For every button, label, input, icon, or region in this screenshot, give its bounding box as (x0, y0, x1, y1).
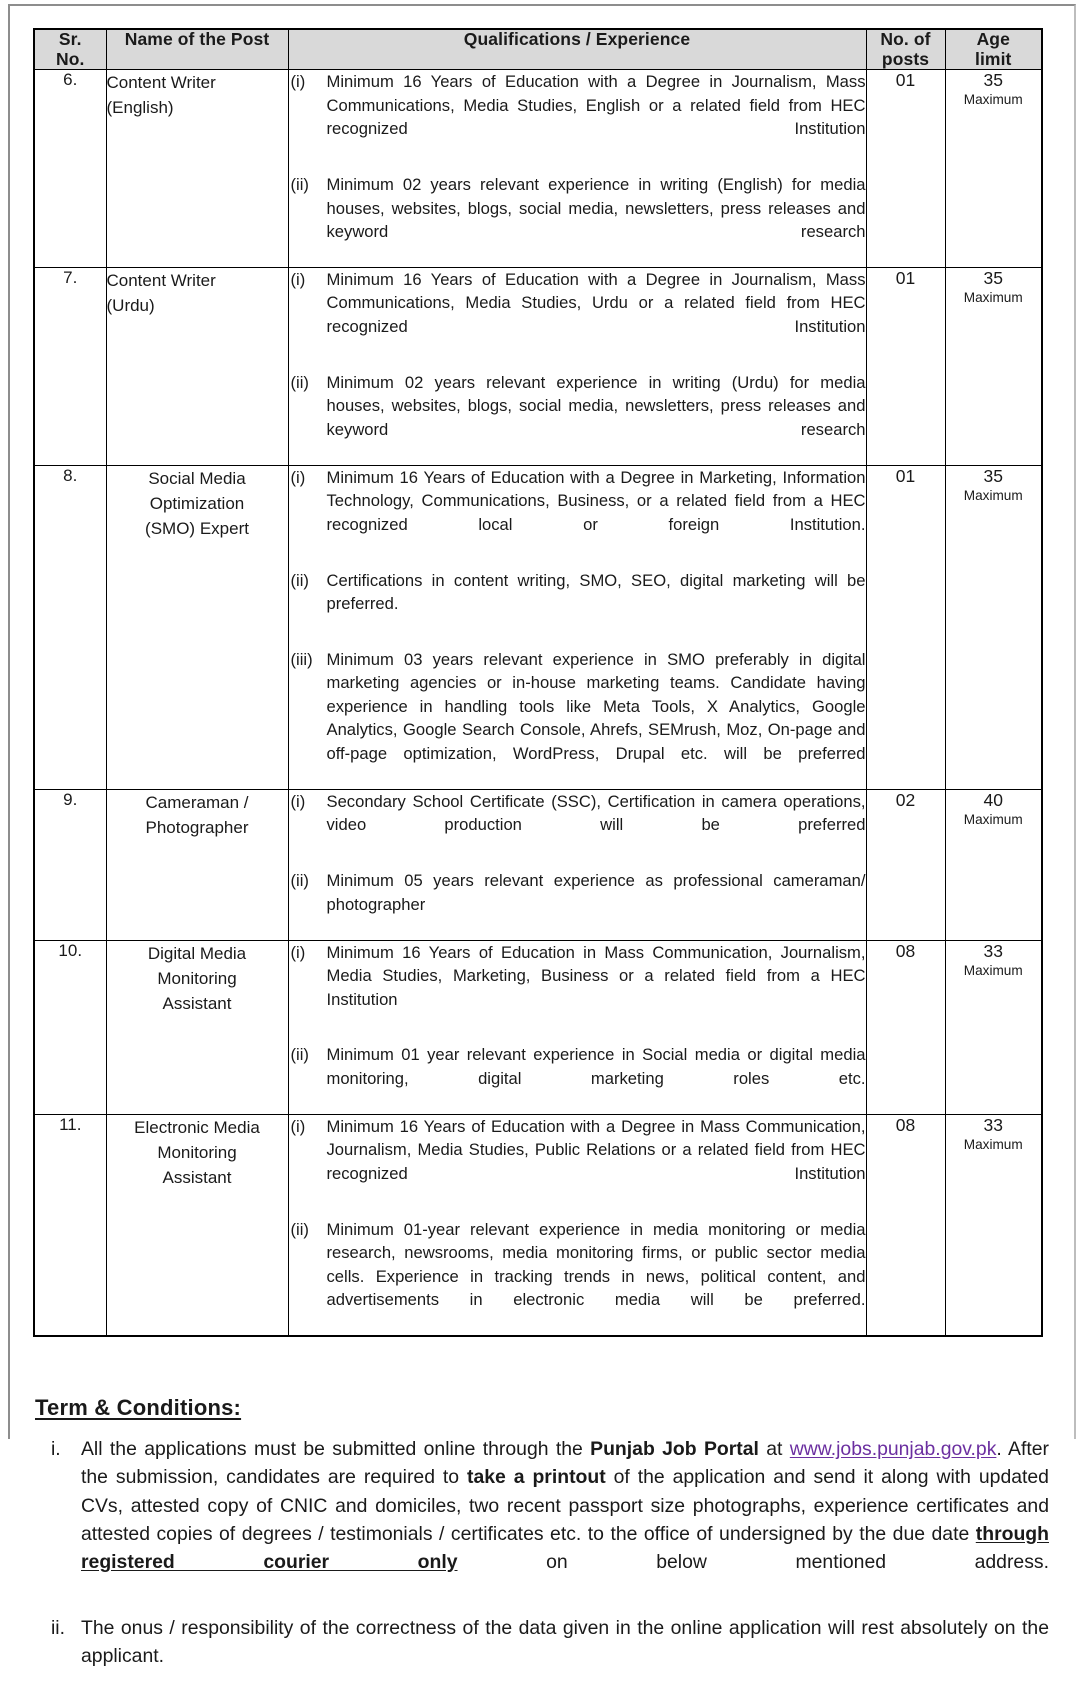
cell-age-limit (945, 267, 1042, 465)
age-limit-note: Maximum (946, 290, 1042, 305)
cell-no-of-posts: 01 (866, 465, 945, 789)
terms-emphasis: Punjab Job Portal (590, 1438, 759, 1460)
cell-post-name (106, 1114, 288, 1336)
terms-emphasis: take a printout (467, 1466, 606, 1488)
qualification-list (289, 941, 866, 1114)
column-header-sr-no (34, 29, 106, 70)
cell-age-limit (945, 1114, 1042, 1336)
qualification-item (289, 173, 866, 267)
qualification-text: Minimum 16 Years of Education with a Degree in Marketing, Information Technology, Communications, Business, or a related field from a HEC recognized local or foreign Institution. (327, 466, 866, 560)
cell-sr-no: 8. (34, 465, 106, 789)
qualification-item (289, 569, 866, 639)
age-limit-value: 35 (946, 268, 1042, 289)
post-name-line: (Urdu) (107, 296, 155, 315)
qualification-list (289, 790, 866, 940)
column-header-age-limit (945, 29, 1042, 70)
terms-item (33, 1614, 1049, 1698)
qualification-text: Minimum 01-year relevant experience in media monitoring or media research, newsrooms, media monitoring firms, or public sector media cells. Experience in tracking trends in news, political content, and advertisements in electronic media will be preferred. (327, 1218, 866, 1335)
post-name-line: Content Writer (107, 271, 216, 290)
cell-age-limit (945, 789, 1042, 940)
terms-text-segment: of the application and send it along with updated CVs, attested copy of CNIC and domiciles, two recent passport size photographs, experience certificates and attested copies of degrees / testimonials / certificates etc. to the office of undersigned by the due date (81, 1466, 1049, 1544)
terms-text-segment: at (759, 1438, 790, 1460)
terms-item-text (81, 1435, 1049, 1604)
post-name-line: Assistant (163, 1168, 232, 1187)
qualification-item (289, 268, 866, 362)
age-limit-note: Maximum (946, 963, 1042, 978)
cell-no-of-posts: 08 (866, 1114, 945, 1336)
qualification-marker: (i) (289, 790, 327, 860)
terms-text-segment: . After the submission, candidates are required to (81, 1438, 1049, 1488)
qualification-list (289, 70, 866, 267)
post-name-line: Electronic Media (134, 1118, 260, 1137)
post-name-line: Content Writer (107, 73, 216, 92)
terms-and-conditions-section (33, 1395, 1049, 1698)
qualification-text: Minimum 02 years relevant experience in writing (Urdu) for media houses, websites, blogs, social media, newsletters, press releases and keyword research (327, 371, 866, 465)
cell-post-name (106, 789, 288, 940)
qualification-text: Minimum 01 year relevant experience in Social media or digital media monitoring, digital marketing roles etc. (327, 1043, 866, 1113)
terms-item-marker: i. (33, 1435, 81, 1604)
qualification-text: Minimum 03 years relevant experience in SMO preferably in digital marketing agencies or in-house marketing teams. Candidate having experience in handling tools like Meta Tools, X Analytics, Google Analytics, Google Search Console, Ahrefs, SEMrush, Moz, On-page and off-page optimization, WordPress, Drupal etc. will be preferred (327, 648, 866, 789)
qualification-item (289, 790, 866, 860)
qualification-text: Minimum 16 Years of Education in Mass Communication, Journalism, Media Studies, Marketing, Business or a related field from a HEC Institution (327, 941, 866, 1035)
qualification-text: Minimum 16 Years of Education with a Degree in Journalism, Mass Communications, Media Studies, Urdu or a related field from HEC recognized Institution (327, 268, 866, 362)
age-limit-value: 40 (946, 790, 1042, 811)
cell-sr-no: 7. (34, 267, 106, 465)
qualification-item (289, 466, 866, 560)
age-limit-note: Maximum (946, 812, 1042, 827)
cell-qualifications (288, 267, 866, 465)
cell-post-name (106, 267, 288, 465)
qualification-text: Minimum 05 years relevant experience as professional cameraman/ photographer (327, 869, 866, 939)
table-row (34, 789, 1042, 940)
terms-item-text (81, 1614, 1049, 1698)
post-name-line: (English) (107, 98, 174, 117)
qualification-text: Minimum 16 Years of Education with a Degree in Journalism, Mass Communications, Media Studies, English or a related field from HEC recognized Institution (327, 70, 866, 164)
cell-no-of-posts: 02 (866, 789, 945, 940)
column-header-name-of-post: Name of the Post (106, 29, 288, 70)
qualification-marker: (ii) (289, 1218, 327, 1335)
age-limit-note: Maximum (946, 92, 1042, 107)
qualification-marker: (ii) (289, 569, 327, 639)
column-header-no-of-posts-line2: posts (882, 49, 929, 69)
cell-qualifications (288, 465, 866, 789)
qualification-text: Minimum 16 Years of Education with a Degree in Mass Communication, Journalism, Media Studies, Public Relations or a related field from HEC recognized Institution (327, 1115, 866, 1209)
qualification-marker: (ii) (289, 869, 327, 939)
cell-age-limit (945, 940, 1042, 1114)
qualification-text: Certifications in content writing, SMO, SEO, digital marketing will be preferred. (327, 569, 866, 639)
terms-title: Term & Conditions: (35, 1395, 1049, 1421)
post-name-line: Monitoring (157, 969, 236, 988)
cell-sr-no: 6. (34, 70, 106, 268)
post-name-line: Assistant (163, 994, 232, 1013)
qualification-marker: (ii) (289, 1043, 327, 1113)
cell-qualifications (288, 70, 866, 268)
qualification-item (289, 869, 866, 939)
qualification-marker: (ii) (289, 371, 327, 465)
cell-sr-no: 9. (34, 789, 106, 940)
column-header-no-of-posts (866, 29, 945, 70)
cell-qualifications (288, 940, 866, 1114)
qualification-text: Secondary School Certificate (SSC), Certification in camera operations, video production will be preferred (327, 790, 866, 860)
age-limit-value: 35 (946, 466, 1042, 487)
qualification-marker: (ii) (289, 173, 327, 267)
cell-sr-no: 10. (34, 940, 106, 1114)
cell-qualifications (288, 1114, 866, 1336)
terms-text-segment: on below mentioned address. (458, 1551, 1049, 1573)
post-name-line: Cameraman / (146, 793, 249, 812)
cell-sr-no: 11. (34, 1114, 106, 1336)
table-body (34, 70, 1042, 1336)
age-limit-value: 33 (946, 941, 1042, 962)
table-header (34, 29, 1042, 70)
cell-post-name (106, 70, 288, 268)
column-header-sr-no-line1: Sr. (59, 29, 82, 49)
table-row (34, 267, 1042, 465)
table-row (34, 70, 1042, 268)
table-row (34, 465, 1042, 789)
terms-list (33, 1435, 1049, 1698)
terms-item (33, 1435, 1049, 1604)
age-limit-value: 33 (946, 1115, 1042, 1136)
qualification-item (289, 1218, 866, 1335)
qualification-item (289, 1043, 866, 1113)
table-row (34, 940, 1042, 1114)
table-header-row (34, 29, 1042, 70)
post-name-line: Digital Media (148, 944, 246, 963)
age-limit-value: 35 (946, 70, 1042, 91)
terms-text-segment: The onus / responsibility of the correctness of the data given in the online application will rest absolutely on the applicant. (81, 1617, 1049, 1667)
qualification-text: Minimum 02 years relevant experience in writing (English) for media houses, websites, blogs, social media, newsletters, press releases and keyword research (327, 173, 866, 267)
age-limit-note: Maximum (946, 488, 1042, 503)
cell-no-of-posts: 01 (866, 70, 945, 268)
qualification-marker: (i) (289, 466, 327, 560)
table-row (34, 1114, 1042, 1336)
portal-url-link[interactable]: www.jobs.punjab.gov.pk (790, 1438, 997, 1460)
post-name-line: Social Media (148, 469, 245, 488)
jobs-table (33, 28, 1043, 1337)
qualification-item (289, 371, 866, 465)
column-header-age-limit-line1: Age (977, 29, 1010, 49)
qualification-marker: (i) (289, 1115, 327, 1209)
column-header-qualifications: Qualifications / Experience (288, 29, 866, 70)
post-name-line: Photographer (145, 818, 248, 837)
cell-post-name (106, 465, 288, 789)
qualification-item (289, 70, 866, 164)
cell-no-of-posts: 08 (866, 940, 945, 1114)
terms-text-segment: All the applications must be submitted online through the (81, 1438, 590, 1460)
terms-item-marker: ii. (33, 1614, 81, 1698)
cell-no-of-posts: 01 (866, 267, 945, 465)
cell-qualifications (288, 789, 866, 940)
qualification-list (289, 466, 866, 789)
terms-emphasis-underline: through registered courier only (81, 1523, 1049, 1573)
post-name-line: Optimization (150, 494, 244, 513)
cell-post-name (106, 940, 288, 1114)
column-header-no-of-posts-line1: No. of (880, 29, 930, 49)
qualification-marker: (i) (289, 941, 327, 1035)
cell-age-limit (945, 465, 1042, 789)
column-header-sr-no-line2: No. (56, 49, 85, 69)
qualification-marker: (i) (289, 70, 327, 164)
post-name-line: (SMO) Expert (145, 519, 249, 538)
age-limit-note: Maximum (946, 1137, 1042, 1152)
post-name-line: Monitoring (157, 1143, 236, 1162)
qualification-item (289, 648, 866, 789)
qualification-marker: (iii) (289, 648, 327, 789)
qualification-marker: (i) (289, 268, 327, 362)
qualification-item (289, 941, 866, 1035)
column-header-age-limit-line2: limit (975, 49, 1011, 69)
qualification-item (289, 1115, 866, 1209)
qualification-list (289, 1115, 866, 1335)
qualification-list (289, 268, 866, 465)
cell-age-limit (945, 70, 1042, 268)
